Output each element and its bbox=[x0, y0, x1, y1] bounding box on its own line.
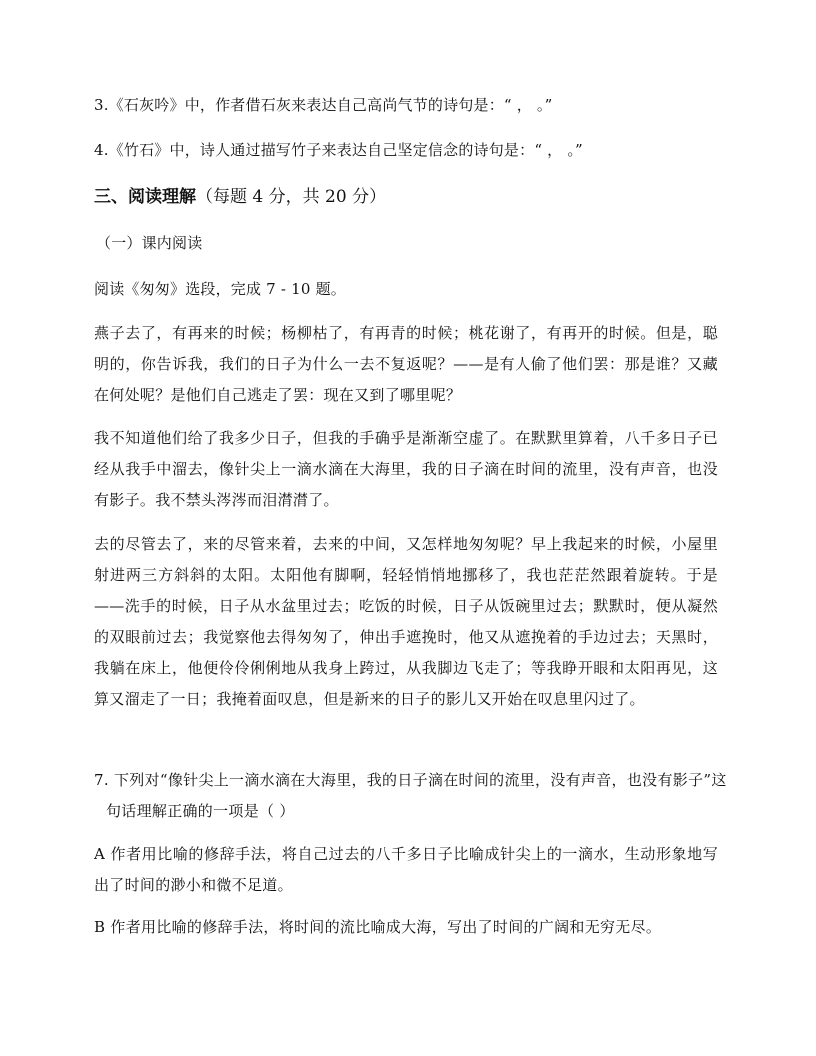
passage-paragraph-3: 去的尽管去了，来的尽管来着，去来的中间，又怎样地匆匆呢？早上我起来的时候，小屋里射进两三方斜斜的太阳。太阳他有脚啊，轻轻悄悄地挪移了，我也茫茫然跟着旋转。于是——洗手的时候，日子从水盆里过去；吃饭的时候，日子从饭碗里过去；默默时，便从凝然的双眼前过去；我觉察他去得匆匆了，伸出手遮挽时，他又从遮挽着的手边过去；天黑时，我躺在床上，他便伶伶俐俐地从我身上跨过，从我脚边飞走了；等我睁开眼和太阳再见，这算又溜走了一日；我掩着面叹息，但是新来的日子的影儿又开始在叹息里闪过了。 bbox=[94, 535, 718, 708]
section-3-heading bbox=[94, 185, 724, 209]
question-7-stem: 7. 下列对“像针尖上一滴水滴在大海里，我的日子滴在时间的流里，没有声音，也没有影子”这句话理解正确的一项是（ ） bbox=[94, 771, 727, 820]
subsection-title: （一）课内阅读 bbox=[96, 234, 203, 252]
passage-paragraph-2: 我不知道他们给了我多少日子，但我的手确乎是渐渐空虚了。在默默里算着，八千多日子已经从我手中溜去，像针尖上一滴水滴在大海里，我的日子滴在时间的流里，没有声音，也没有影子。我不禁头涔涔而泪潸潸了。 bbox=[94, 429, 718, 509]
question-7-option-a: A 作者用比喻的修辞手法，将自己过去的八千多日子比喻成针尖上的一滴水，生动形象地写出了时间的渺小和微不足道。 bbox=[94, 845, 718, 894]
question-3: 3.《石灰吟》中，作者借石灰来表达自己高尚气节的诗句是：“ ， 。” bbox=[94, 96, 553, 114]
question-7-option-b: B 作者用比喻的修辞手法，将时间的流比喻成大海，写出了时间的广阔和无穷无尽。 bbox=[94, 918, 662, 936]
section-3-score-note: （每题 4 分，共 20 分） bbox=[196, 187, 387, 207]
passage-paragraph-1: 燕子去了，有再来的时候；杨柳枯了，有再青的时候；桃花谢了，有再开的时候。但是，聪明的，你告诉我，我们的日子为什么一去不复返呢？——是有人偷了他们罢：那是谁？又藏在何处呢？是他们自己逃走了罢：现在又到了哪里呢？ bbox=[94, 324, 718, 404]
reading-instruction: 阅读《匆匆》选段，完成 7 - 10 题。 bbox=[94, 280, 346, 298]
question-4: 4.《竹石》中，诗人通过描写竹子来表达自己坚定信念的诗句是：“ ， 。” bbox=[94, 141, 583, 159]
section-3-title: 三、阅读理解 bbox=[94, 187, 196, 207]
